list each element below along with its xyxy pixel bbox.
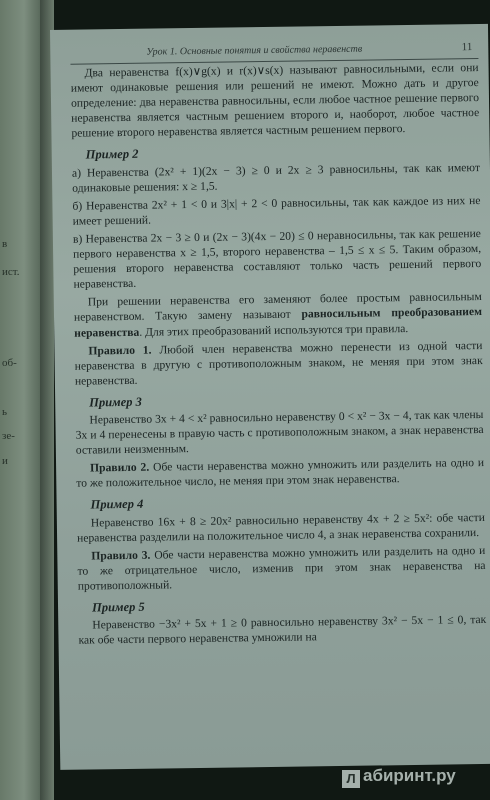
- transformation-text-end: . Для этих преобразований используются три правила.: [139, 321, 409, 339]
- rule-1-paragraph: [74, 338, 483, 389]
- example-4-heading: Пример 4: [90, 497, 144, 512]
- prev-page-fragment: зе-: [2, 430, 15, 442]
- transformation-text-start: При решении неравенства его заменяют более простым равносильным неравенством. Такую замену называют: [73, 290, 482, 325]
- watermark-text: абиринт.ру: [363, 766, 456, 785]
- example-2-c: в) Неравенства 2x − 3 ≥ 0 и (2x − 3)(4x − 20) ≤ 0 неравносильны, так как решение первого неравенства x ≥ 1,5, второго неравенства – 1,5 ≤ x ≤ 5. Таким образом, решения второго неравенства составляют только часть решений первого неравенства.: [72, 226, 482, 291]
- rule-1-text: Любой член неравенства можно перенести из одной части неравенства в другую с противоположным знаком, не меняя при этом знак неравенства.: [74, 338, 483, 388]
- prev-page-fragment: ь: [2, 406, 8, 418]
- rule-3-paragraph: [77, 543, 486, 594]
- example-5-text: Неравенство −3x² + 5x + 1 ≥ 0 равносильно неравенству 3x² − 5x − 1 ≤ 0, так как обе части первого неравенства умножили на: [78, 613, 487, 647]
- rule-1-label: Правило 1.: [88, 343, 152, 358]
- prev-page-fragment: и: [2, 455, 8, 467]
- transformation-paragraph: [74, 289, 483, 340]
- page-number: 11: [461, 41, 473, 54]
- example-3-heading: Пример 3: [89, 394, 142, 410]
- prev-page-fragment: ист.: [2, 266, 20, 278]
- transformation-term: равносильным преобразованием неравенства: [74, 305, 483, 340]
- definition-paragraph: Два неравенства f(x)∨g(x) и r(x)∨s(x) называют равносильными, если они имеют одинаковые решения или решений не имеют. Можно дать и другое определение: два неравенства равносильны, если любое частное решение первого неравенства является частным решением второго и, наоборот, любое частное решение второго неравенства является частным решением первого.: [70, 61, 480, 141]
- rule-3-label: Правило 3.: [91, 548, 151, 563]
- example-2-heading: Пример 2: [85, 147, 139, 162]
- previous-page-edge: [0, 0, 40, 800]
- example-5-heading: Пример 5: [91, 599, 145, 615]
- prev-page-fragment: об-: [2, 357, 17, 369]
- book-page: [50, 24, 490, 770]
- page-body: [71, 60, 487, 651]
- running-title: Урок 1. Основные понятия и свойства неравенств: [146, 43, 363, 58]
- watermark: [342, 766, 482, 790]
- prev-page-fragment: в: [2, 238, 8, 250]
- labirint-logo-icon: Л: [342, 770, 360, 788]
- example-2-a: а) Неравенства (2x² + 1)(2x − 3) ≥ 0 и 2x ≥ 3 равносильны, так как имеют одинаковые решения: x ≥ 1,5.: [71, 160, 481, 195]
- example-3-text: Неравенство 3x + 4 < x² равносильно неравенству 0 < x² − 3x − 4, так как члены 3x и 4 перенесены в правую часть с противоположным знаком, а знак неравенства оставили неизменным.: [75, 407, 484, 457]
- rule-2-label: Правило 2.: [90, 460, 150, 475]
- example-4-text: Неравенство 16x + 8 ≥ 20x² равносильно неравенству 4x + 2 ≥ 5x²: обе части неравенства разделили на положительное число 4, а знак неравенства сохранили.: [77, 510, 485, 545]
- rule-2-paragraph: [76, 455, 484, 491]
- rule-3-text: Обе части неравенства можно умножить или разделить на одно и то же отрицательное число, изменив при этом знак неравенства на противоположный.: [77, 543, 486, 593]
- rule-2-text: Обе части неравенства можно умножить или разделить на одно и то же положительное число, не меняя при этом знак неравенства.: [76, 456, 485, 491]
- example-2-b: б) Неравенства 2x² + 1 < 0 и 3|x| + 2 < 0 равносильны, так как каждое из них не имеет решений.: [72, 193, 481, 228]
